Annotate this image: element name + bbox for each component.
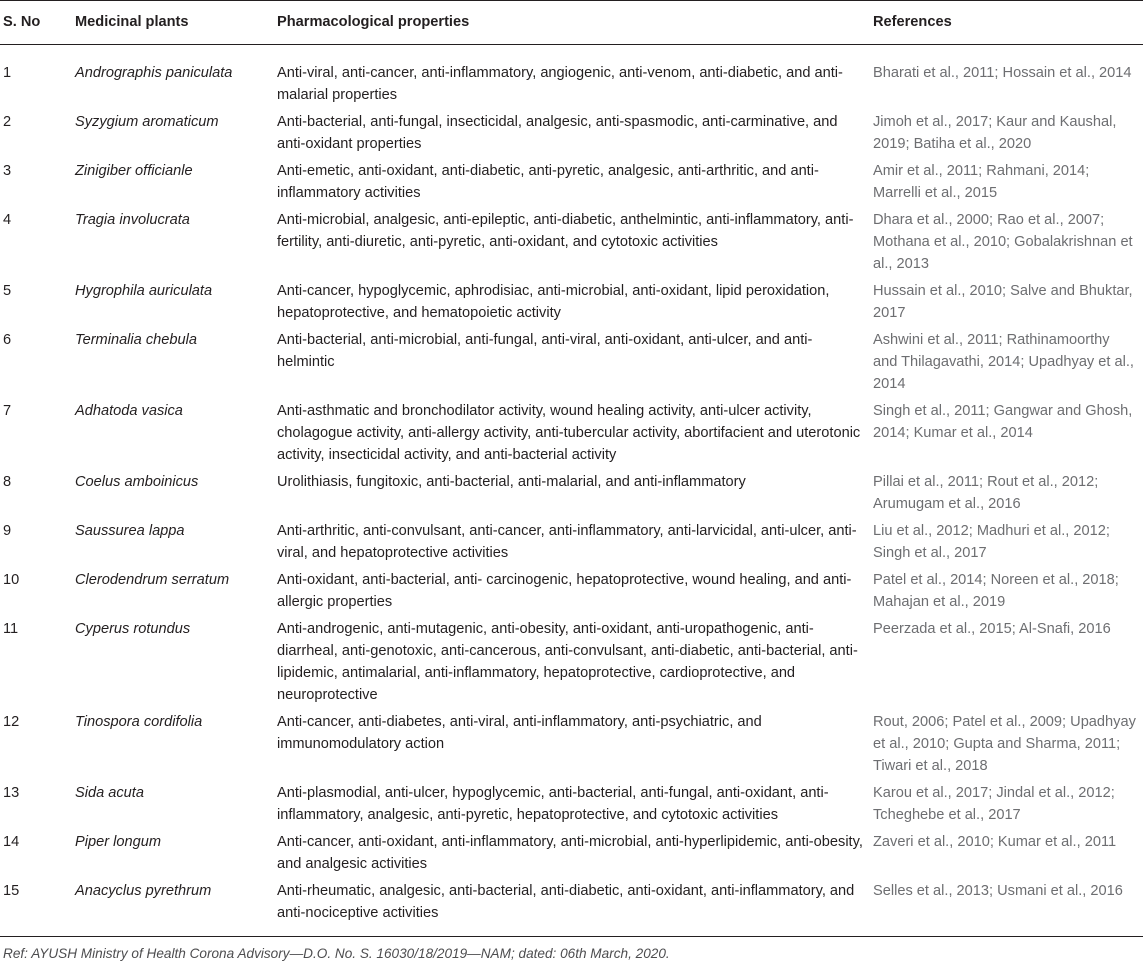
cell-references: Jimoh et al., 2017; Kaur and Kaushal, 2019; Batiha et al., 2020 <box>873 111 1143 160</box>
cell-sno: 3 <box>0 160 75 209</box>
table-row <box>0 880 1143 937</box>
cell-sno: 2 <box>0 111 75 160</box>
cell-sno: 1 <box>0 45 75 112</box>
table-footer <box>0 937 1143 965</box>
cell-medicinal-plant: Tragia involucrata <box>75 209 277 280</box>
cell-sno: 8 <box>0 471 75 520</box>
table-row <box>0 782 1143 831</box>
table-row <box>0 831 1143 880</box>
cell-pharmacological-properties: Anti-plasmodial, anti-ulcer, hypoglycemic, anti-bacterial, anti-fungal, anti-oxidant, anti-inflammatory, analgesic, anti-pyretic, hepatoprotective, and cytotoxic activities <box>277 782 873 831</box>
cell-references: Dhara et al., 2000; Rao et al., 2007; Mothana et al., 2010; Gobalakrishnan et al., 2013 <box>873 209 1143 280</box>
header-medicinal-plants: Medicinal plants <box>75 1 277 45</box>
cell-pharmacological-properties: Anti-cancer, hypoglycemic, aphrodisiac, anti-microbial, anti-oxidant, lipid peroxidation, hepatoprotective, and hematopoietic activity <box>277 280 873 329</box>
cell-references: Selles et al., 2013; Usmani et al., 2016 <box>873 880 1143 937</box>
cell-pharmacological-properties: Anti-cancer, anti-diabetes, anti-viral, anti-inflammatory, anti-psychiatric, and immunomodulatory action <box>277 711 873 782</box>
header-references: References <box>873 1 1143 45</box>
cell-references: Ashwini et al., 2011; Rathinamoorthy and Thilagavathi, 2014; Upadhyay et al., 2014 <box>873 329 1143 400</box>
table-row <box>0 618 1143 711</box>
cell-pharmacological-properties: Anti-asthmatic and bronchodilator activity, wound healing activity, anti-ulcer activity, cholagogue activity, anti-allergy activity, anti-tubercular activity, abortifacient and uterotonic activity, insecticidal activity, and anti-bacterial activity <box>277 400 873 471</box>
table-header <box>0 1 1143 45</box>
cell-pharmacological-properties: Anti-emetic, anti-oxidant, anti-diabetic, anti-pyretic, analgesic, anti-arthritic, and anti-inflammatory activities <box>277 160 873 209</box>
cell-references: Peerzada et al., 2015; Al-Snafi, 2016 <box>873 618 1143 711</box>
cell-sno: 13 <box>0 782 75 831</box>
cell-references: Liu et al., 2012; Madhuri et al., 2012; Singh et al., 2017 <box>873 520 1143 569</box>
cell-sno: 12 <box>0 711 75 782</box>
cell-medicinal-plant: Tinospora cordifolia <box>75 711 277 782</box>
footnote-row <box>0 937 1143 965</box>
header-row <box>0 1 1143 45</box>
cell-medicinal-plant: Anacyclus pyrethrum <box>75 880 277 937</box>
cell-pharmacological-properties: Anti-oxidant, anti-bacterial, anti- carcinogenic, hepatoprotective, wound healing, and anti-allergic properties <box>277 569 873 618</box>
cell-pharmacological-properties: Anti-rheumatic, analgesic, anti-bacterial, anti-diabetic, anti-oxidant, anti-inflammatory, and anti-nociceptive activities <box>277 880 873 937</box>
cell-sno: 14 <box>0 831 75 880</box>
cell-pharmacological-properties: Anti-arthritic, anti-convulsant, anti-cancer, anti-inflammatory, anti-larvicidal, anti-ulcer, anti-viral, and hepatoprotective activities <box>277 520 873 569</box>
table-row <box>0 711 1143 782</box>
cell-sno: 5 <box>0 280 75 329</box>
cell-references: Pillai et al., 2011; Rout et al., 2012; Arumugam et al., 2016 <box>873 471 1143 520</box>
cell-pharmacological-properties: Anti-androgenic, anti-mutagenic, anti-obesity, anti-oxidant, anti-uropathogenic, anti-diarrheal, anti-genotoxic, anti-cancerous, anti-convulsant, anti-diabetic, anti-bacterial, anti-lipidemic, antimalarial, anti-inflammatory, hepatoprotective, cardioprotective, and neuroprotective <box>277 618 873 711</box>
table-row <box>0 569 1143 618</box>
cell-medicinal-plant: Piper longum <box>75 831 277 880</box>
cell-pharmacological-properties: Anti-microbial, analgesic, anti-epileptic, anti-diabetic, anthelmintic, anti-inflammatory, anti-fertility, anti-diuretic, anti-pyretic, anti-oxidant, and cytotoxic activities <box>277 209 873 280</box>
cell-medicinal-plant: Zinigiber officianle <box>75 160 277 209</box>
cell-pharmacological-properties: Anti-cancer, anti-oxidant, anti-inflammatory, anti-microbial, anti-hyperlipidemic, anti-obesity, and analgesic activities <box>277 831 873 880</box>
cell-references: Bharati et al., 2011; Hossain et al., 2014 <box>873 45 1143 112</box>
cell-medicinal-plant: Andrographis paniculata <box>75 45 277 112</box>
cell-sno: 11 <box>0 618 75 711</box>
cell-medicinal-plant: Syzygium aromaticum <box>75 111 277 160</box>
cell-sno: 10 <box>0 569 75 618</box>
cell-medicinal-plant: Hygrophila auriculata <box>75 280 277 329</box>
cell-pharmacological-properties: Anti-bacterial, anti-fungal, insecticidal, analgesic, anti-spasmodic, anti-carminative, and anti-oxidant properties <box>277 111 873 160</box>
table-row <box>0 160 1143 209</box>
cell-references: Amir et al., 2011; Rahmani, 2014; Marrelli et al., 2015 <box>873 160 1143 209</box>
cell-sno: 4 <box>0 209 75 280</box>
cell-sno: 7 <box>0 400 75 471</box>
cell-references: Rout, 2006; Patel et al., 2009; Upadhyay et al., 2010; Gupta and Sharma, 2011; Tiwari et al., 2018 <box>873 711 1143 782</box>
cell-sno: 9 <box>0 520 75 569</box>
cell-sno: 15 <box>0 880 75 937</box>
cell-medicinal-plant: Terminalia chebula <box>75 329 277 400</box>
cell-medicinal-plant: Sida acuta <box>75 782 277 831</box>
cell-medicinal-plant: Cyperus rotundus <box>75 618 277 711</box>
cell-medicinal-plant: Adhatoda vasica <box>75 400 277 471</box>
table-row <box>0 471 1143 520</box>
table-row <box>0 329 1143 400</box>
cell-references: Patel et al., 2014; Noreen et al., 2018; Mahajan et al., 2019 <box>873 569 1143 618</box>
cell-pharmacological-properties: Anti-viral, anti-cancer, anti-inflammatory, angiogenic, anti-venom, anti-diabetic, and anti-malarial properties <box>277 45 873 112</box>
cell-pharmacological-properties: Urolithiasis, fungitoxic, anti-bacterial, anti-malarial, and anti-inflammatory <box>277 471 873 520</box>
table-row <box>0 520 1143 569</box>
footnote: Ref: AYUSH Ministry of Health Corona Advisory—D.O. No. S. 16030/18/2019—NAM; dated: 06th March, 2020. <box>0 937 1143 965</box>
cell-references: Karou et al., 2017; Jindal et al., 2012; Tcheghebe et al., 2017 <box>873 782 1143 831</box>
header-pharmacological-properties: Pharmacological properties <box>277 1 873 45</box>
cell-medicinal-plant: Clerodendrum serratum <box>75 569 277 618</box>
cell-references: Zaveri et al., 2010; Kumar et al., 2011 <box>873 831 1143 880</box>
table-body <box>0 45 1143 937</box>
cell-medicinal-plant: Saussurea lappa <box>75 520 277 569</box>
table-row <box>0 400 1143 471</box>
cell-pharmacological-properties: Anti-bacterial, anti-microbial, anti-fungal, anti-viral, anti-oxidant, anti-ulcer, and anti-helmintic <box>277 329 873 400</box>
table-row <box>0 280 1143 329</box>
table-row <box>0 111 1143 160</box>
table-row <box>0 45 1143 112</box>
cell-sno: 6 <box>0 329 75 400</box>
header-sno: S. No <box>0 1 75 45</box>
table-row <box>0 209 1143 280</box>
cell-references: Singh et al., 2011; Gangwar and Ghosh, 2014; Kumar et al., 2014 <box>873 400 1143 471</box>
cell-references: Hussain et al., 2010; Salve and Bhuktar, 2017 <box>873 280 1143 329</box>
cell-medicinal-plant: Coelus amboinicus <box>75 471 277 520</box>
